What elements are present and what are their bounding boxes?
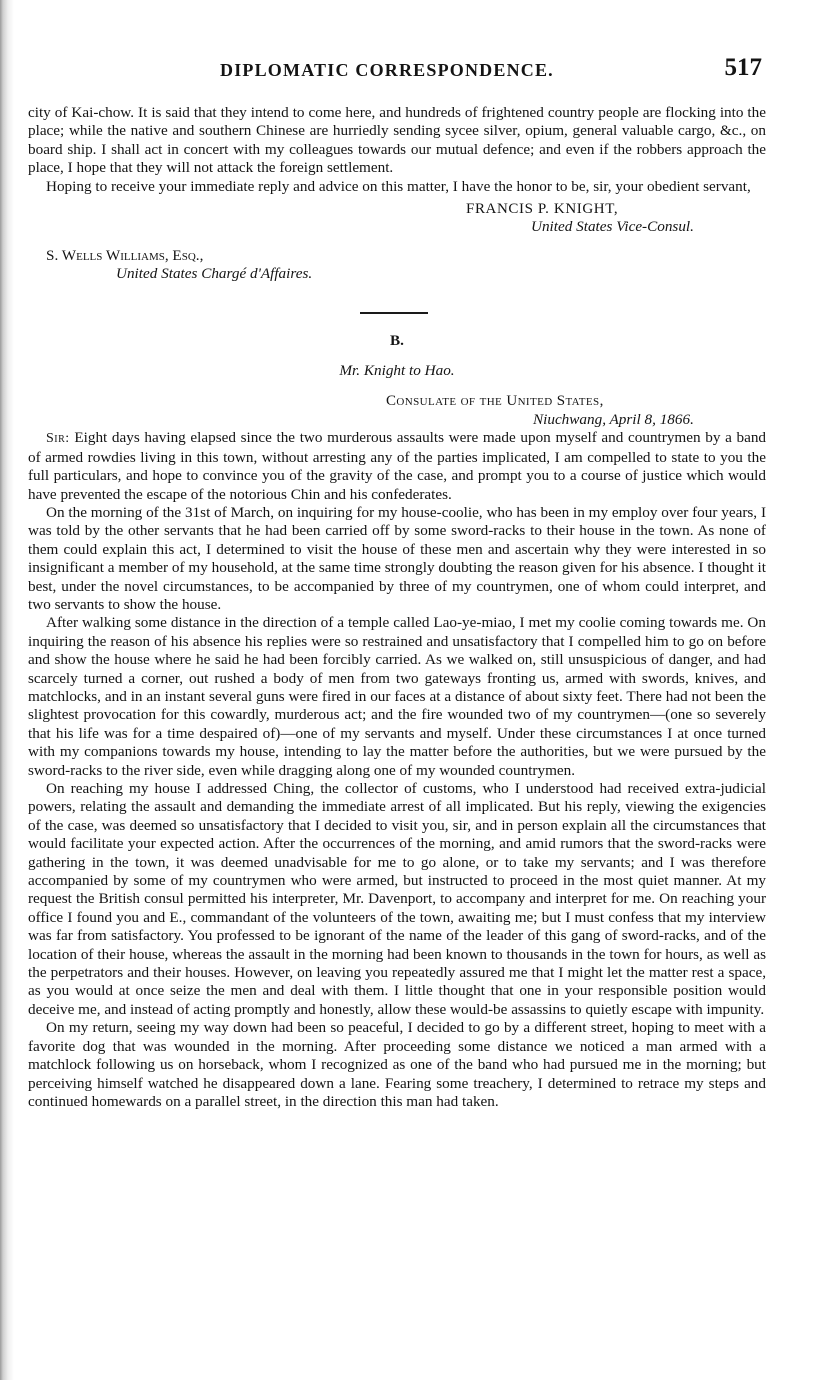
sender-date: Niuchwang, April 8, 1866. (533, 410, 694, 428)
letter-b-paragraph (28, 429, 766, 504)
paragraph-text: Eight days having elapsed since the two murderous assaults were made upon myself and countrymen by a band of armed rowdies living in this town, without arresting any of the parties implicated, I am compelled to state to you the full particulars, and hope to convince you of the gravity of the case, and prompt you to a course of justice which would have prevented the escape of the notorious Chin and his confederates. (28, 429, 767, 503)
letter-b-paragraph: On reaching my house I addressed Ching, the collector of customs, who I understood had received extra-judicial powers, relating the assault and demanding the immediate arrest of all implicated. But his reply, viewing the exigencies of the case, was deemed so unsatisfactory that I decided to visit you, sir, and in person explain all the circumstances that would facilitate your expected action. After the occurrences of the morning, and amid rumors that the sword-racks were gathering in the town, it was deemed unadvisable for me to go alone, or to take my servants; and I was therefore accompanied by some of my countrymen who were armed, but instructed to proceed in the most quiet manner. At my request the British consul permitted his interpreter, Mr. Davenport, to accompany and interpret for me. On reaching your office I found you and E., commandant of the volunteers of the town, awaiting me; but I must confess that my interview was far from satisfactory. You professed to be ignorant of the name of the leader of this gang of sword-racks, and of the location of their house, whereas the assault in the morning had been known to thousands in the town for hours, as well as the perpetrators and their houses. However, on leaving you repeatedly assured me that I might let the matter rest a space, as you would at once seize the men and deal with them. I little thought that one in your responsible position would deceive me, and instead of acting promptly and honestly, allow these would-be assassins to quietly escape with impunity. (28, 780, 766, 1018)
sender-place: Consulate of the United States, (386, 393, 604, 410)
section-letter: B. (390, 331, 404, 349)
addressee-name: S. Wells Williams, Esq., (46, 246, 204, 264)
running-title: DIPLOMATIC CORRESPONDENCE. (220, 60, 554, 80)
salutation: Sir: (46, 431, 70, 447)
page-number: 517 (724, 54, 762, 81)
letter-b-paragraph: After walking some distance in the direction of a temple called Lao-ye-miao, I met my coolie coming towards me. On inquiring the reason of his absence his replies were so restrained and unsatisfactory that I compelled him to go on before and show the house where he said he had been forcibly carried. As we walked on, still unsuspicious of danger, and had scarcely turned a corner, out rushed a body of men from two gateways fronting us, armed with swords, knives, and matchlocks, and in an instant several guns were fired in our faces at a distance of about sixty feet. There had not been the slightest provocation for this cowardly, murderous act; and the fire wounded two of my countrymen—(one so severely that his life was for a time despaired of)—one of my servants and myself. Under these circumstances I at once turned with my companions towards my house, intending to lay the matter before the authorities, but we were pursued by the sword-racks to the river side, even while dragging along one of my wounded countrymen. (28, 614, 766, 779)
page-header (30, 54, 770, 88)
binding-gutter (0, 0, 14, 1380)
letter-b-paragraph: On my return, seeing my way down had been so peaceful, I decided to go by a different street, hoping to meet with a favorite dog that was wounded in the morning. After proceeding some distance we noticed a man armed with a matchlock following us on horseback, whom I recognized as one of the band who had pursued me in the morning; but perceiving himself watched he disappeared down a lane. Fearing some treachery, I determined to retrace my steps and continued homewards on a parallel street, in the direction this man had taken. (28, 1019, 766, 1110)
letter-heading: Mr. Knight to Hao. (339, 362, 455, 380)
addressee-title: United States Chargé d'Affaires. (116, 265, 313, 283)
page-content (28, 104, 766, 1111)
signer-title: United States Vice-Consul. (531, 218, 694, 236)
signer-name: FRANCIS P. KNIGHT, (466, 201, 619, 218)
section-divider (360, 312, 428, 314)
letter-b-paragraph: On the morning of the 31st of March, on inquiring for my house-coolie, who has been in my employ over four years, I was told by the other servants that he had been carried off by some sword-racks to their house in the town. As none of them could explain this act, I determined to visit the house of these men and ascertain why they were interested in so insignificant a member of my household, at the same time strongly doubting the reason given for his absence. I thought it best, under the novel circumstances, to be accompanied by three of my countrymen, one of whom could interpret, and two servants to show the house. (28, 503, 766, 613)
letter-a-sign-off: Hoping to receive your immediate reply and advice on this matter, I have the honor to be, sir, your obedient servant, (46, 177, 751, 195)
letter-a-closing-paragraph: city of Kai-chow. It is said that they intend to come here, and hundreds of frightened country people are flocking into the place; while the native and southern Chinese are hurriedly sending sycee silver, opium, general valuable cargo, &c., on board ship. I shall act in concert with my colleagues towards our mutual defence; and even if the robbers approach the place, I hope that they will not attack the foreign settlement. (28, 104, 766, 177)
